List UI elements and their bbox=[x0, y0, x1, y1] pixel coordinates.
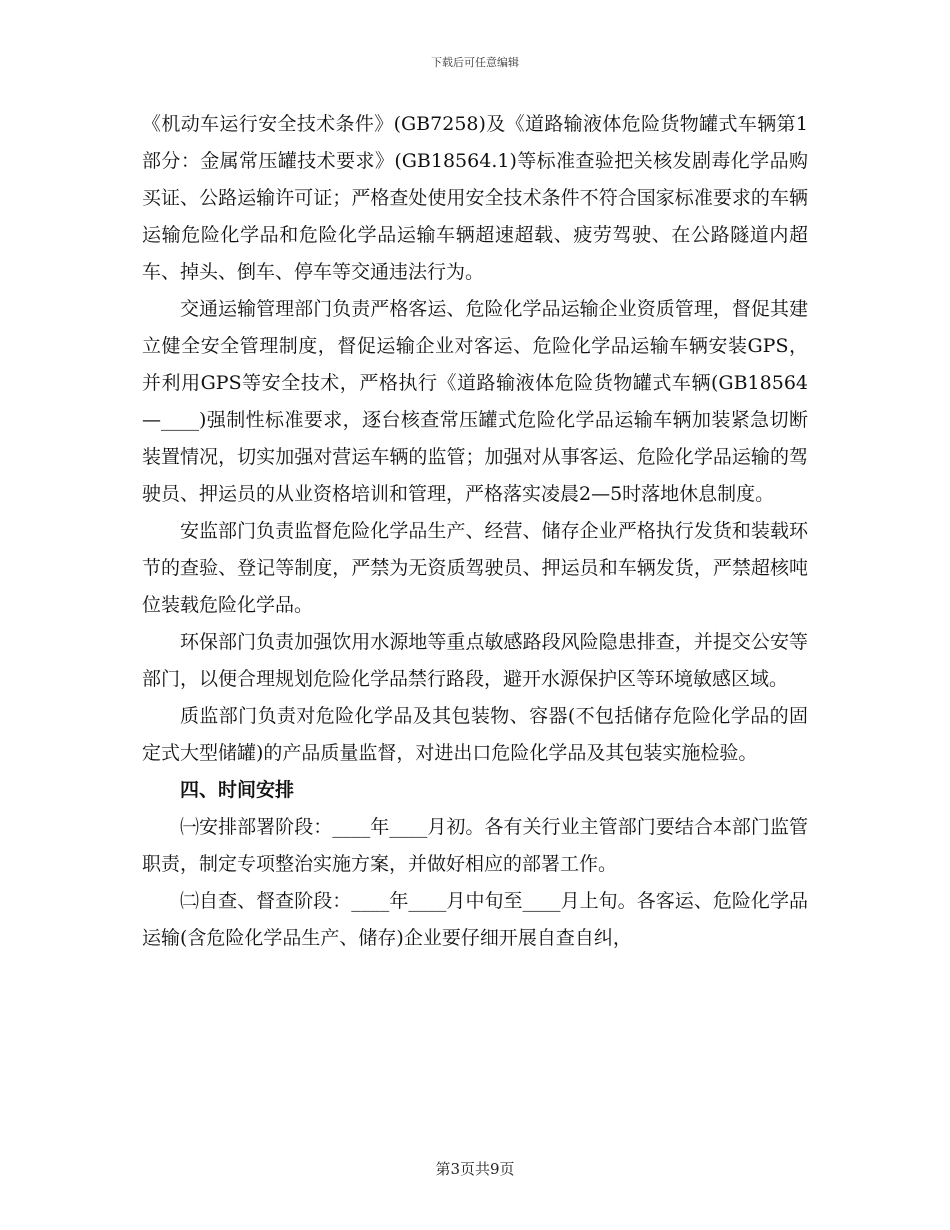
paragraph-safety-supervision: 安监部门负责监督危险化学品生产、经营、储存企业严格执行发货和装载环节的查验、登记等制度，严禁为无资质驾驶员、押运员和车辆发货，严禁超核吨位装载危险化学品。 bbox=[142, 520, 808, 616]
paragraph-continuation: 《机动车运行安全技术条件》(GB7258)及《道路输液体危险货物罐式车辆第1部分：金属常压罐技术要求》(GB18564.1)等标准查验把关核发剧毒化学品购买证、公路运输许可证；严格查处使用安全技术条件不符合国家标准要求的车辆运输危险化学品和危险化学品运输车辆超速超载、疲劳驾驶、在公路隧道内超车、掉头、倒车、停车等交通违法行为。 bbox=[142, 113, 808, 283]
document-body bbox=[142, 106, 808, 957]
page-header-note: 下载后可任意编辑 bbox=[431, 56, 519, 69]
paragraph-deployment-stage: ㈠安排部署阶段：____年____月初。各有关行业主管部门要结合本部门监管职责，制定专项整治实施方案，并做好相应的部署工作。 bbox=[142, 816, 808, 875]
paragraph-quality-supervision: 质监部门负责对危险化学品及其包装物、容器(不包括储存危险化学品的固定式大型储罐)的产品质量监督，对进出口危险化学品及其包装实施检验。 bbox=[142, 705, 808, 764]
section-heading-schedule: 四、时间安排 bbox=[180, 779, 295, 801]
paragraph-environment: 环保部门负责加强饮用水源地等重点敏感路段风险隐患排查，并提交公安等部门，以便合理规划危险化学品禁行路段，避开水源保护区等环境敏感区域。 bbox=[142, 631, 808, 690]
page-number: 第3页共9页 bbox=[435, 1160, 515, 1178]
paragraph-self-check-stage: ㈡自查、督查阶段：____年____月中旬至____月上旬。各客运、危险化学品运输(含危险化学品生产、储存)企业要仔细开展自查自纠， bbox=[142, 890, 808, 949]
paragraph-transport: 交通运输管理部门负责严格客运、危险化学品运输企业资质管理，督促其建立健全安全管理制度，督促运输企业对客运、危险化学品运输车辆安装GPS，并利用GPS等安全技术，严格执行《道路输液体危险货物罐式车辆(GB18564—____)强制性标准要求，逐台核查常压罐式危险化学品运输车辆加装紧急切断装置情况，切实加强对营运车辆的监管；加强对从事客运、危险化学品运输的驾驶员、押运员的从业资格培训和管理，严格落实凌晨2—5时落地休息制度。 bbox=[142, 298, 808, 505]
